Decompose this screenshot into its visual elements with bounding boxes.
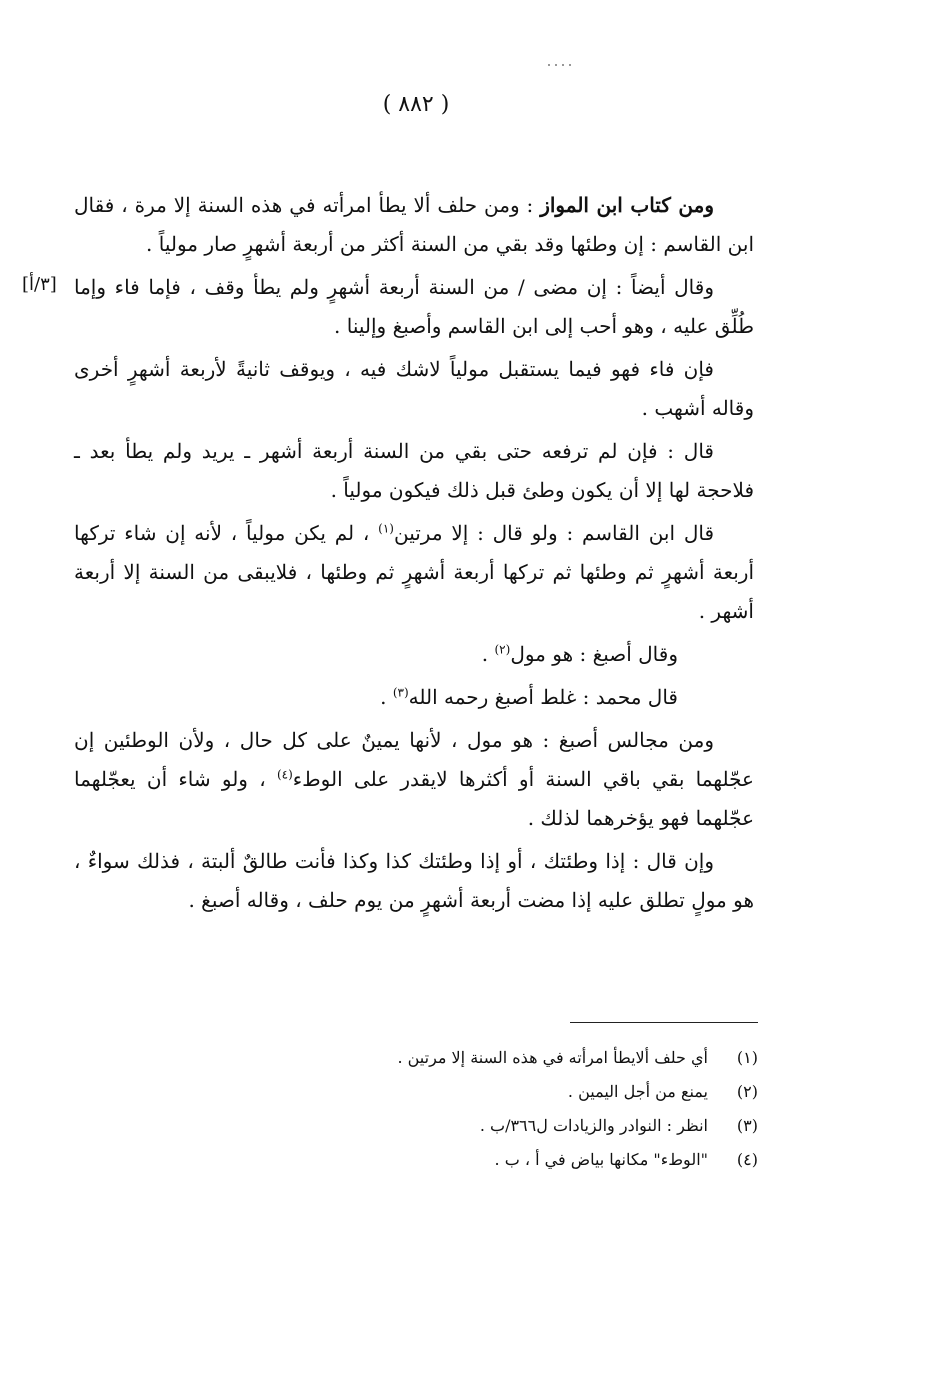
paragraph — [74, 268, 754, 346]
footnote-text: انظر : النوادر والزيادات ل٣٦٦/ب . — [479, 1115, 708, 1135]
paragraph-text: ومن مجالس أصبغ : هو مول ، لأنها يمينٌ على كل حال ، ولأن الوطئين إن عجّلهما بقي باقي السنة أو أكثرها لايقدر على الوطء — [74, 728, 754, 791]
paragraph-text: قال محمد : غلط أصبغ رحمه الله — [408, 685, 678, 709]
margin-folio-note: [٣/أ] — [22, 274, 57, 295]
footnote-marker: (٤) — [736, 1149, 758, 1169]
paragraph-text: . — [380, 685, 393, 709]
paragraph — [74, 842, 754, 920]
paragraph — [74, 350, 754, 428]
footnote-marker: (١) — [736, 1047, 758, 1067]
source-heading: ومن كتاب ابن المواز — [540, 193, 714, 217]
paragraph — [74, 678, 754, 717]
footnote-text: "الوطء" مكانها بياض في أ ، ب . — [494, 1149, 708, 1169]
footnote-marker: (٣) — [736, 1115, 758, 1135]
paragraph-text: قال ابن القاسم : ولو قال : إلا مرتين — [393, 521, 715, 545]
paragraph-text: وقال أصبغ : هو مول — [510, 642, 678, 666]
footnote-ref: (٣) — [392, 685, 409, 700]
footnote-text: أي حلف ألايطأ امرأته في هذه السنة إلا مرتين . — [397, 1047, 708, 1067]
paragraph-text: فإن فاء فهو فيما يستقبل مولياً لاشك فيه ، ويوقف ثانيةً لأربعة أشهرٍ أخرى وقاله أشهب . — [74, 357, 754, 420]
paragraph-text: وإن قال : إذا وطئتك ، أو إذا وطئتك كذا وكذا فأنت طالقٌ ألبتة ، فذلك سواءٌ ، هو مولٍ تطلق عليه إذا مضت أربعة أشهرٍ من يوم حلف ، وقاله أصبغ . — [74, 849, 754, 912]
paragraph — [74, 721, 754, 838]
footnote-ref: (٤) — [276, 767, 293, 782]
footnote-text: يمنع من أجل اليمين . — [567, 1081, 708, 1101]
footnote-ref: (٢) — [494, 642, 511, 657]
paragraph-text: قال : فإن لم ترفعه حتى بقي من السنة أربعة أشهر ـ يريد ولم يطأ بعد ـ فلاحجة لها إلا أن يكون وطئ قبل ذلك فيكون مولياً . — [74, 439, 754, 502]
body-text — [74, 186, 754, 924]
paragraph-text: وقال أيضاً : إن مضى / من السنة أربعة أشهرٍ ولم يطأ وقف ، فإما فاء وإما طُلِّق عليه ، وهو أحب إلى ابن القاسم وأصبغ وإلينا . — [74, 275, 754, 338]
paragraph-text: : ومن حلف ألا يطأ امرأته في هذه السنة إلا مرة ، فقال ابن القاسم : إن وطئها وقد بقي من السنة أكثر من أربعة أشهرٍ صار مولياً . — [74, 193, 754, 256]
footnote-divider — [570, 1022, 758, 1023]
footnote — [360, 1074, 758, 1108]
paragraph — [74, 514, 754, 631]
scan-mark — [548, 62, 578, 68]
paragraph-text: ، لم يكن مولياً ، لأنه إن شاء تركها أربعة أشهرٍ ثم وطئها ثم تركها أربعة أشهرٍ ثم وطئها ، فلايبقى من السنة إلا أربعة أشهر . — [74, 521, 754, 623]
footnote-marker: (٢) — [736, 1081, 758, 1101]
paragraph-text: . — [481, 642, 495, 666]
paragraph — [74, 635, 754, 674]
footnote-ref: (١) — [378, 521, 394, 536]
page-number: ( ٨٨٢ ) — [382, 92, 450, 117]
footnote — [360, 1108, 758, 1142]
footnote — [360, 1142, 758, 1176]
paragraph — [74, 186, 754, 264]
paragraph-text: ، ولو شاء أن يعجّلهما عجّلهما فهو يؤخرهما لذلك . — [74, 767, 754, 830]
paragraph — [74, 432, 754, 510]
footnotes — [360, 1040, 758, 1176]
footnote — [360, 1040, 758, 1074]
